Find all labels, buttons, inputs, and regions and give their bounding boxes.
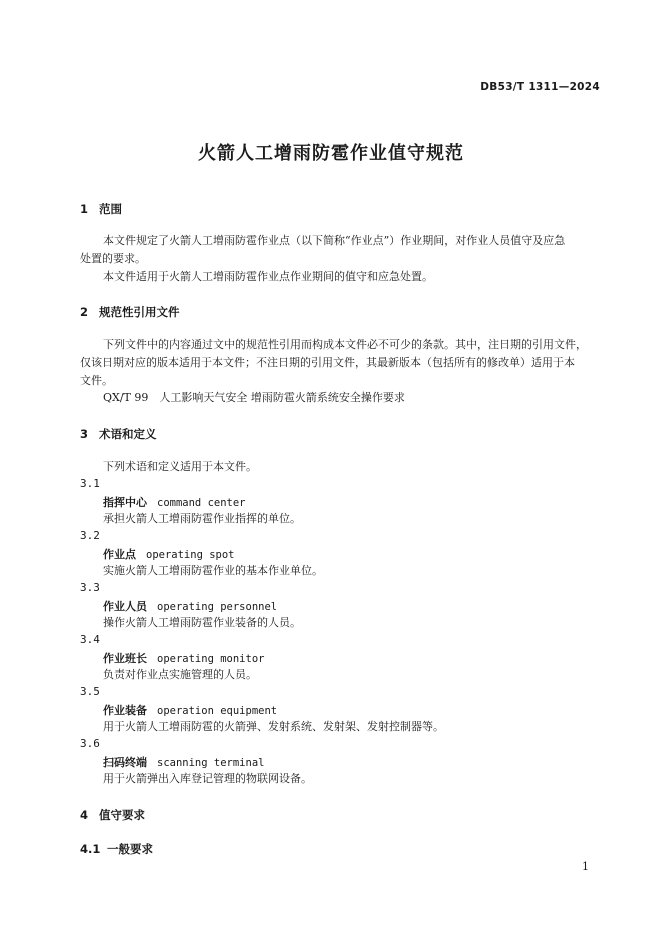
- term-definition: 负责对作业点实施管理的人员。: [103, 668, 257, 681]
- term-heading: [103, 494, 246, 510]
- term-definition: 实施火箭人工增雨防雹作业的基本作业单位。: [103, 564, 323, 577]
- section-number: 1: [80, 202, 89, 216]
- term-chinese: 作业点: [103, 548, 136, 561]
- term-number: 3.1: [80, 477, 100, 490]
- term-definition: 用于火箭人工增雨防雹的火箭弹、发射系统、发射架、发射控制器等。: [103, 720, 444, 733]
- subsection-4-1-heading: [80, 841, 153, 857]
- section-2-heading: [80, 304, 180, 320]
- term-chinese: 作业班长: [103, 652, 147, 665]
- standard-number: DB53/T 1311—2024: [480, 81, 600, 93]
- section-title: 术语和定义: [99, 427, 157, 441]
- section-title: 值守要求: [99, 808, 145, 822]
- section-1-heading: [80, 201, 122, 217]
- subsection-title: 一般要求: [107, 842, 153, 856]
- term-chinese: 作业人员: [103, 600, 147, 613]
- term-english: operating spot: [146, 549, 235, 561]
- term-heading: [103, 650, 264, 666]
- term-english: scanning terminal: [157, 757, 265, 769]
- term-english: operating personnel: [157, 601, 278, 613]
- scope-applicability: 本文件适用于火箭人工增雨防雹作业点作业期间的值守和应急处置。: [103, 270, 433, 283]
- document-title: 火箭人工增雨防雹作业值守规范: [198, 143, 464, 164]
- scope-paragraph-line-1: 本文件规定了火箭人工增雨防雹作业点（以下简称“作业点”）作业期间，对作业人员值守及应急: [103, 234, 566, 247]
- term-chinese: 作业装备: [103, 704, 147, 717]
- references-paragraph-line-3: 文件。: [80, 374, 113, 387]
- term-number: 3.2: [80, 529, 100, 542]
- term-chinese: 指挥中心: [103, 496, 147, 509]
- term-definition: 承担火箭人工增雨防雹作业指挥的单位。: [103, 512, 301, 525]
- references-paragraph-line-2: 仅该日期对应的版本适用于本文件；不注日期的引用文件，其最新版本（包括所有的修改单）适用于本: [80, 356, 575, 369]
- term-number: 3.4: [80, 633, 100, 646]
- term-number: 3.5: [80, 685, 100, 698]
- term-definition: 用于火箭弹出入库登记管理的物联网设备。: [103, 772, 312, 785]
- term-definition: 操作火箭人工增雨防雹作业装备的人员。: [103, 616, 301, 629]
- term-heading: [103, 754, 264, 770]
- section-3-heading: [80, 426, 157, 442]
- term-english: operation equipment: [157, 705, 278, 717]
- subsection-number: 4.1: [80, 842, 101, 856]
- section-number: 4: [80, 808, 89, 822]
- section-title: 规范性引用文件: [99, 305, 180, 319]
- references-paragraph-line-1: 下列文件中的内容通过文中的规范性引用而构成本文件必不可少的条款。其中，注日期的引用文件，: [103, 338, 587, 351]
- scope-paragraph-line-2: 处置的要求。: [80, 252, 146, 265]
- term-heading: [103, 546, 235, 562]
- term-english: operating monitor: [157, 653, 265, 665]
- section-title: 范围: [99, 202, 122, 216]
- reference-item: QX/T 99 人工影响天气安全 增雨防雹火箭系统安全操作要求: [103, 391, 405, 404]
- section-number: 3: [80, 427, 89, 441]
- term-heading: [103, 598, 277, 614]
- term-english: command center: [157, 497, 246, 509]
- term-chinese: 扫码终端: [103, 756, 147, 769]
- section-4-heading: [80, 807, 145, 823]
- page-number: 1: [582, 860, 589, 873]
- term-number: 3.3: [80, 581, 100, 594]
- term-number: 3.6: [80, 737, 100, 750]
- term-heading: [103, 702, 277, 718]
- terms-intro: 下列术语和定义适用于本文件。: [103, 460, 257, 473]
- section-number: 2: [80, 305, 89, 319]
